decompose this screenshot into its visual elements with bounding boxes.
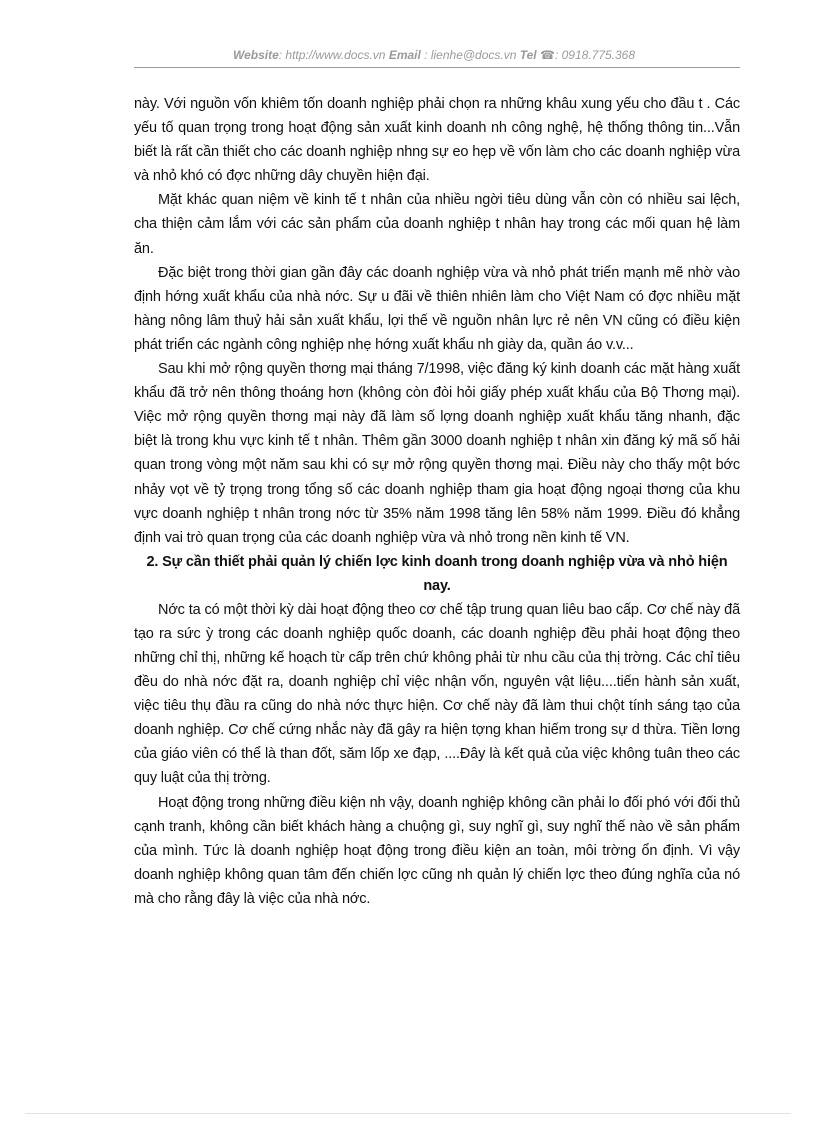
paragraph-3: Đặc biệt trong thời gian gần đây các doanh nghiệp vừa và nhỏ phát triển mạnh mẽ nhờ vào định hớng xuất khẩu của nhà nớc. Sự u đãi về thiên nhiên làm cho Việt Nam có đợc nhiều mặt hàng nông lâm thuỷ hải sản xuất khẩu, lợi thế về nguồn nhân lực rẻ nên VN cũng có điều kiện phát triển các ngành công nghiệp nhẹ hớng xuất khẩu nh giày da, quần áo v.v... <box>134 264 740 353</box>
website-url: : http://www.docs.vn <box>278 48 386 62</box>
tel-label: Tel <box>519 48 537 62</box>
email-label: Email <box>388 48 421 62</box>
telephone-icon: ☎ <box>540 48 555 62</box>
tel-number: : 0918.775.368 <box>554 48 636 62</box>
email-address: : lienhe@docs.vn <box>424 48 517 62</box>
website-label: Website <box>232 48 279 62</box>
page-header <box>134 48 734 62</box>
paragraph-6: Hoạt động trong những điều kiện nh vậy, doanh nghiệp không cần phải lo đối phó với đối thủ cạnh tranh, không cần biết khách hàng a chuộng gì, suy nghĩ gì, suy nghĩ thế nào về sản phẩm của mình. Tức là doanh nghiệp hoạt động trong điều kiện an toàn, môi trờng ổn định. Vì vậy doanh nghiệp không quan tâm đến chiến lợc cũng nh quản lý chiến lợc theo đúng nghĩa của nó mà cho rằng đây là việc của nhà nớc. <box>134 794 740 907</box>
header-divider <box>134 67 740 68</box>
section-heading: 2. Sự cần thiết phải quản lý chiến lợc kinh doanh trong doanh nghiệp vừa và nhỏ hiện nay. <box>146 553 728 594</box>
document-body <box>134 92 740 911</box>
paragraph-1: này. Với nguồn vốn khiêm tốn doanh nghiệp phải chọn ra những khâu xung yếu cho đầu t . Các yếu tố quan trọng trong hoạt động sản xuất kinh doanh nh công nghệ, hệ thống thông tin...Vẫn biết là rất cần thiết cho các doanh nghiệp nhng sự eo hẹp về vốn làm cho các doanh nghiệp vừa và nhỏ khó có đợc những dây chuyền hiện đại. <box>134 96 740 185</box>
paragraph-5: Nớc ta có một thời kỳ dài hoạt động theo cơ chế tập trung quan liêu bao cấp. Cơ chế này đã tạo ra sức ỳ trong các doanh nghiệp quốc doanh, các doanh nghiệp đều phải hoạt động theo những chỉ thị, những kế hoạch từ cấp trên chứ không phải từ nhu cầu của thị trờng. Các chỉ tiêu đều do nhà nớc đặt ra, doanh nghiệp chỉ việc nhận vốn, nguyên vật liệu....tiến hành sản xuất, việc tiêu thụ đầu ra cũng do nhà nớc thực hiện. Cơ chế này đã làm thui chột tính sáng tạo của doanh nghiệp. Cơ chế cứng nhắc này đã gây ra hiện tợng khan hiếm trong sự d thừa. Tiền lơng của giáo viên có thể là than đốt, săm lốp xe đạp, ....Đây là kết quả của việc không tuân theo các quy luật của thị trờng. <box>134 601 740 787</box>
footer-divider <box>25 1113 791 1114</box>
paragraph-4: Sau khi mở rộng quyền thơng mại tháng 7/1998, việc đăng ký kinh doanh các mặt hàng xuất khẩu đã trở nên thông thoáng hơn (không còn đòi hỏi giấy phép xuất khẩu của Bộ Thơng mại). Việc mở rộng quyền thơng mại này đã làm số lợng doanh nghiệp xuất khẩu tăng nhanh, đặc biệt là trong khu vực kinh tế t nhân. Thêm gần 3000 doanh nghiệp t nhân xin đăng ký mã số hải quan trong vòng một năm sau khi có sự mở rộng quyền thơng mại. Điều này cho thấy một bớc nhảy vọt về tỷ trọng trong tổng số các doanh nghiệp tham gia hoạt động ngoại thơng của khu vực doanh nghiệp t nhân trong nớc từ 35% năm 1998 tăng lên 58% năm 1999. Điều đó khẳng định vai trò quan trọng của các doanh nghiệp vừa và nhỏ trong nền kinh tế VN. <box>134 361 740 546</box>
paragraph-2: Mặt khác quan niệm về kinh tế t nhân của nhiều ngời tiêu dùng vẫn còn có nhiều sai lệch, cha thiện cảm lắm với các sản phẩm của doanh nghiệp t nhân hay trong các mối quan hệ làm ăn. <box>134 192 740 257</box>
